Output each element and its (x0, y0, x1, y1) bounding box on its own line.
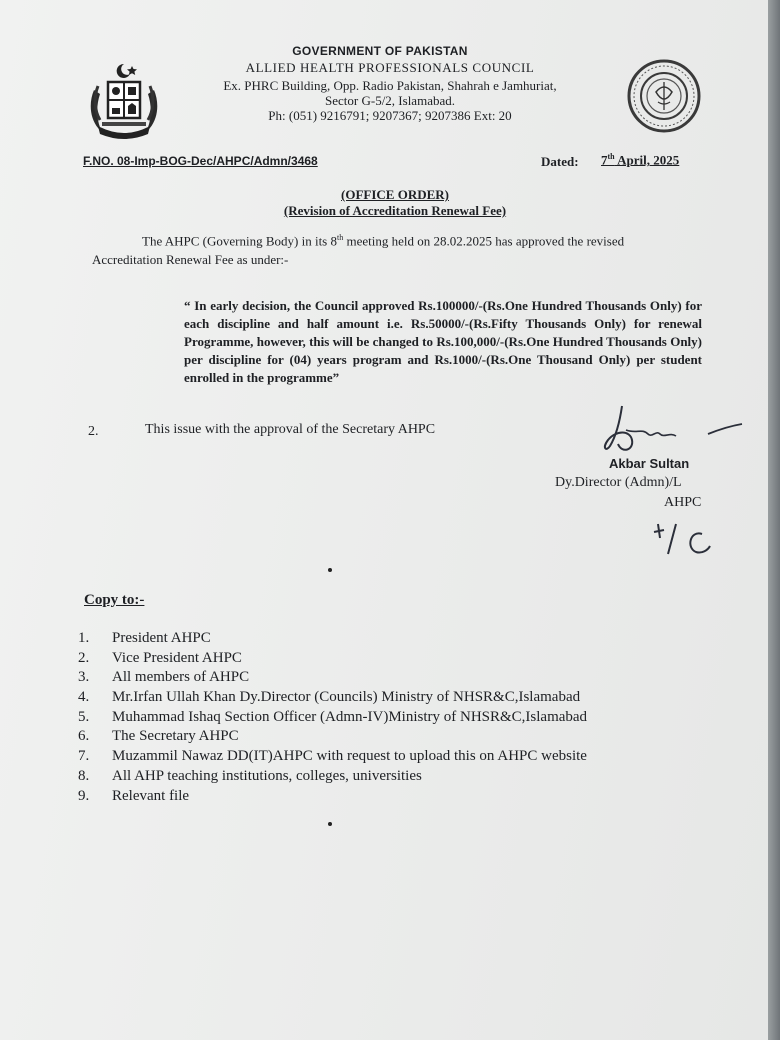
order-title: (OFFICE ORDER) (341, 187, 449, 202)
list-item: 8. All AHP teaching institutions, colleges, universities (78, 767, 422, 784)
list-item: 2. Vice President AHPC (78, 649, 242, 666)
date-value: 7th April, 2025 (601, 152, 680, 168)
list-item: 6. The Secretary AHPC (78, 728, 239, 745)
handwritten-signature (596, 400, 746, 460)
punch-dot (328, 822, 332, 826)
council-name: ALLIED HEALTH PROFESSIONALS COUNCIL (245, 60, 535, 75)
signatory-designation: Dy.Director (Admn)/L (555, 475, 682, 490)
list-item: 1. President AHPC (78, 630, 211, 646)
phone-line: Ph: (051) 9216791; 9207367; 9207386 Ext: 20 (268, 108, 512, 123)
intro-paragraph: The AHPC (Governing Body) in its 8th meeting held on 28.02.2025 has approved the revised (142, 233, 625, 249)
order-subject: (Revision of Accreditation Renewal Fee) (283, 203, 507, 218)
list-item: 7. Muzammil Nawaz DD(IT)AHPC with request to upload this on AHPC website (78, 748, 587, 765)
list-item: 4. Mr.Irfan Ullah Khan Dy.Director (Councils) Ministry of NHSR&C,Islamabad (78, 689, 581, 706)
list-item: 9. Relevant file (78, 787, 190, 804)
punch-dot (328, 568, 332, 572)
signatory-organization: AHPC (664, 495, 702, 510)
file-number: F.NO. 08-Imp-BOG-Dec/AHPC/Admn/3468 (83, 154, 318, 168)
copy-to-heading: Copy to:- (84, 592, 145, 608)
quoted-decision: “ In early decision, the Council approved Rs.100000/-(Rs.One Hundred Thousands Only) for each discipline and half amount i.e. Rs.50000/-(Rs.Fifty Thousands Only) for renewal Programme, however, this will be changed to Rs.100,000/-(Rs.One Hundred Thousands Only) per discipline for (04) years program and Rs.1000/-(Rs.One Thousand Only) per student enrolled in the programme” (184, 298, 702, 385)
item-number: 2. (88, 424, 99, 439)
signatory-name: Akbar Sultan (609, 456, 690, 471)
handwritten-initials (650, 520, 720, 560)
list-item: 3. All members of AHPC (78, 669, 250, 686)
dated-label: Dated: (541, 154, 579, 169)
item-text: This issue with the approval of the Secretary AHPC (145, 422, 436, 437)
government-heading: GOVERNMENT OF PAKISTAN (292, 44, 468, 58)
address-line-1: Ex. PHRC Building, Opp. Radio Pakistan, Shahrah e Jamhuriat, (223, 78, 557, 93)
background-edge (768, 0, 780, 1040)
address-line-2: Sector G-5/2, Islamabad. (325, 93, 455, 108)
list-item: 5. Muhammad Ishaq Section Officer (Admn-IV)Ministry of NHSR&C,Islamabad (78, 708, 588, 725)
intro-paragraph-line2: Accreditation Renewal Fee as under:- (92, 252, 289, 267)
copy-to-list (78, 629, 587, 806)
